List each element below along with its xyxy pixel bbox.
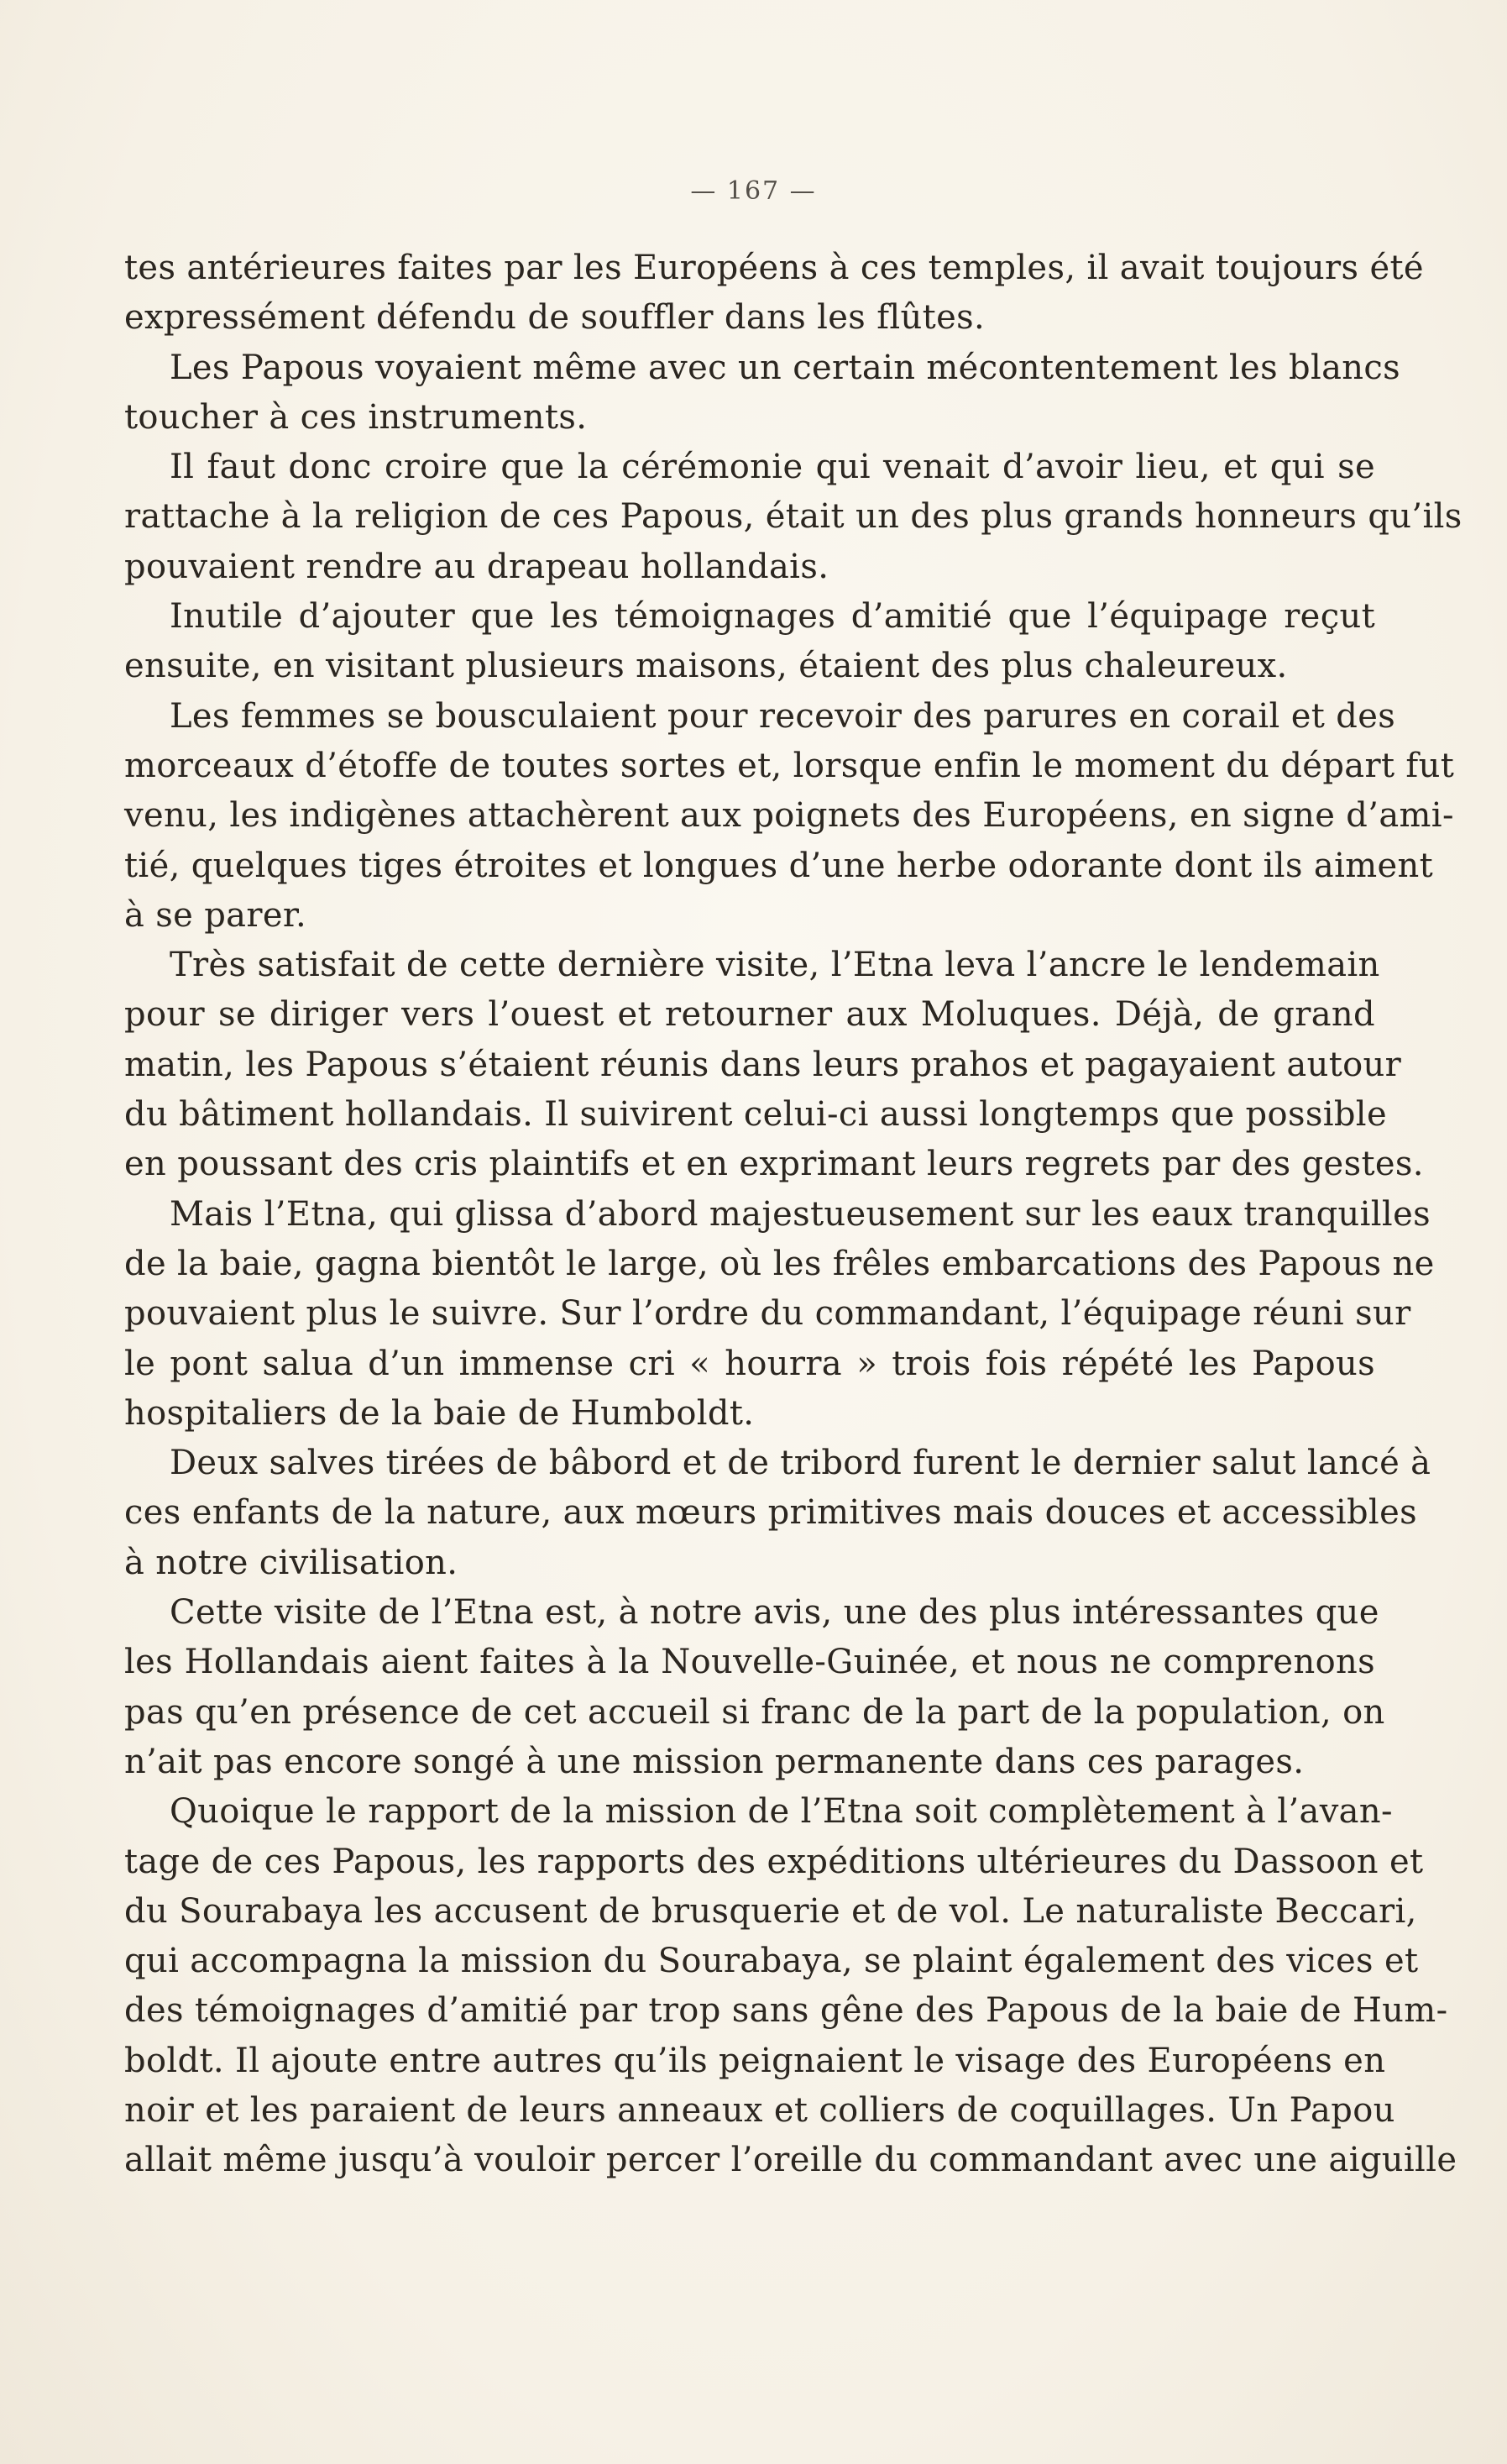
text-line: les Hollandais aient faites à la Nouvelle-Guinée, et nous ne comprenons (124, 1643, 1375, 1682)
text-line: allait même jusqu’à vouloir percer l’oreille du commandant avec une aiguille (124, 2141, 1457, 2180)
text-line: pouvaient plus le suivre. Sur l’ordre du commandant, l’équipage réuni sur (124, 1294, 1411, 1334)
text-line: ensuite, en visitant plusieurs maisons, étaient des plus chaleureux. (124, 647, 1288, 686)
text-line: à notre civilisation. (124, 1543, 458, 1582)
text-line: le pont salua d’un immense cri « hourra » trois fois répété les Papous (124, 1344, 1375, 1383)
text-line: de la baie, gagna bientôt le large, où les frêles embarcations des Papous ne (124, 1244, 1435, 1283)
text-line: tié, quelques tiges étroites et longues d’une herbe odorante dont ils aiment (124, 846, 1434, 885)
text-line: toucher à ces instruments. (124, 397, 588, 437)
text-line: tage de ces Papous, les rapports des expéditions ultérieures du Dassoon et (124, 1842, 1424, 1881)
text-line: pas qu’en présence de cet accueil si franc de la part de la population, on (124, 1692, 1385, 1732)
text-line: venu, les indigènes attachèrent aux poignets des Européens, en signe d’ami- (124, 796, 1454, 836)
text-line: Très satisfait de cette dernière visite, l’Etna leva l’ancre le lendemain (170, 946, 1380, 985)
text-line: du bâtiment hollandais. Il suivirent celui-ci aussi longtemps que possible (124, 1095, 1387, 1135)
text-line: expressément défendu de souffler dans les flûtes. (124, 298, 986, 338)
text-line: qui accompagna la mission du Sourabaya, se plaint également des vices et (124, 1942, 1419, 1981)
text-line: des témoignages d’amitié par trop sans gêne des Papous de la baie de Hum- (124, 1991, 1448, 2031)
text-line: à se parer. (124, 895, 307, 935)
text-line: pouvaient rendre au drapeau hollandais. (124, 547, 829, 586)
text-line: morceaux d’étoffe de toutes sortes et, lorsque enfin le moment du départ fut (124, 746, 1455, 785)
text-line: Il faut donc croire que la cérémonie qui venait d’avoir lieu, et qui se (170, 448, 1375, 487)
text-line: boldt. Il ajoute entre autres qu’ils peignaient le visage des Européens en (124, 2041, 1386, 2080)
text-line: Quoique le rapport de la mission de l’Etna soit complètement à l’avan- (170, 1792, 1393, 1832)
text-line: noir et les paraient de leurs anneaux et colliers de coquillages. Un Papou (124, 2090, 1395, 2130)
text-line: n’ait pas encore songé à une mission permanente dans ces parages. (124, 1742, 1305, 1781)
text-line: tes antérieures faites par les Européens à ces temples, il avait toujours été (124, 249, 1424, 287)
text-line: hospitaliers de la baie de Humboldt. (124, 1393, 755, 1433)
text-line: matin, les Papous s’étaient réunis dans leurs prahos et pagayaient autour (124, 1045, 1402, 1084)
text-line: Mais l’Etna, qui glissa d’abord majestueusement sur les eaux tranquilles (170, 1194, 1431, 1234)
text-line: Les Papous voyaient même avec un certain mécontentement les blancs (170, 348, 1401, 387)
text-line: pour se diriger vers l’ouest et retourner aux Moluques. Déjà, de grand (124, 995, 1375, 1035)
text-line: ces enfants de la nature, aux mœurs primitives mais douces et accessibles (124, 1493, 1417, 1533)
text-line: Deux salves tirées de bâbord et de tribord furent le dernier salut lancé à (170, 1444, 1431, 1483)
text-line: en poussant des cris plaintifs et en exprimant leurs regrets par des gestes. (124, 1145, 1424, 1184)
text-line: du Sourabaya les accusent de brusquerie et de vol. Le naturaliste Beccari, (124, 1891, 1417, 1931)
text-line: Inutile d’ajouter que les témoignages d’amitié que l’équipage reçut (170, 597, 1375, 637)
text-line: rattache à la religion de ces Papous, était un des plus grands honneurs qu’ils (124, 497, 1463, 537)
page-number: — 167 — (690, 176, 817, 206)
text-line: Cette visite de l’Etna est, à notre avis, une des plus intéressantes que (170, 1593, 1379, 1633)
text-line: Les femmes se bousculaient pour recevoir des parures en corail et des (170, 696, 1396, 736)
body-text (124, 244, 1463, 2186)
